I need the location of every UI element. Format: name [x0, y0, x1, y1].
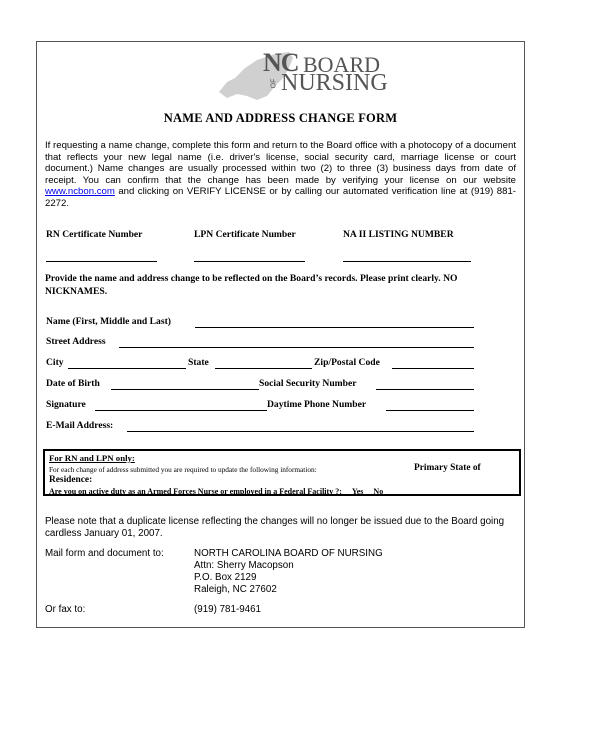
nc-board-of-nursing-logo: [217, 46, 407, 120]
rn-certificate-field[interactable]: [46, 261, 157, 262]
mail-attn: Attn: Sherry Macopson: [194, 560, 294, 571]
intro-paragraph: [45, 140, 516, 209]
no-blank[interactable]: __: [365, 487, 374, 496]
state-field[interactable]: [215, 368, 312, 369]
intro-text-2: and clicking on VERIFY LICENSE or by calling our automated verification line at (919) 881-2272.: [45, 186, 516, 209]
address-update-note: For each change of address submitted you are required to update the following information:: [49, 465, 317, 474]
state-label: State: [188, 357, 209, 368]
ssn-label: Social Security Number: [259, 378, 357, 389]
zip-field[interactable]: [392, 368, 474, 369]
daytime-phone-field[interactable]: [386, 410, 474, 411]
website-link[interactable]: www.ncbon.com: [45, 186, 115, 197]
rn-lpn-box: [43, 449, 521, 496]
rn-certificate-label: RN Certificate Number: [46, 229, 143, 240]
mail-city: Raleigh, NC 27602: [194, 584, 277, 595]
residence-label: Residence:: [49, 475, 93, 485]
logo-board-text: BOARD: [303, 52, 381, 77]
primary-state-label: Primary State of: [414, 463, 481, 473]
na-listing-label: NA II LISTING NUMBER: [343, 229, 454, 240]
no-label: No: [373, 487, 384, 496]
date-of-birth-field[interactable]: [111, 389, 259, 390]
form-title: NAME AND ADDRESS CHANGE FORM: [163, 111, 398, 125]
yes-label: Yes: [351, 487, 364, 496]
mail-label: Mail form and document to:: [45, 548, 164, 559]
signature-field[interactable]: [95, 410, 267, 411]
email-field[interactable]: [127, 431, 474, 432]
logo-nursing-text: NURSING: [281, 70, 388, 96]
active-duty-question: [49, 487, 383, 496]
provide-instructions: Provide the name and address change to be reflected on the Board’s records. Please print clearly. NO NICKNAMES.: [45, 273, 458, 297]
lpn-certificate-field[interactable]: [194, 261, 305, 262]
na-listing-field[interactable]: [343, 261, 471, 262]
date-of-birth-label: Date of Birth: [46, 378, 100, 389]
city-field[interactable]: [68, 368, 186, 369]
email-label: E-Mail Address:: [46, 420, 114, 431]
mail-org: NORTH CAROLINA BOARD OF NURSING: [194, 548, 383, 559]
street-address-label: Street Address: [46, 336, 106, 347]
intro-text-1: If requesting a name change, complete this form and return to the Board office with a photocopy of a document that reflects your new legal name (i.e. driver's license, social security card, marriage license or court document.) Name changes are usually processed within two (2) to three (3) business days from date of receipt. You can confirm that the change has been made by verifying your license on our website: [45, 140, 516, 186]
street-address-field[interactable]: [119, 347, 474, 348]
lpn-certificate-label: LPN Certificate Number: [194, 229, 296, 240]
ssn-field[interactable]: [376, 389, 474, 390]
logo-nc-text: NC: [263, 48, 299, 77]
daytime-phone-label: Daytime Phone Number: [267, 399, 367, 410]
zip-label: Zip/Postal Code: [314, 357, 380, 368]
cardless-note: Please note that a duplicate license reflecting the changes will no longer be issued due to the Board going cardless January 01, 2007.: [45, 516, 505, 539]
logo-of-text: OF: [270, 78, 278, 89]
fax-number: (919) 781-9461: [194, 604, 261, 615]
signature-label: Signature: [46, 399, 86, 410]
active-duty-text: Are you on active duty as an Armed Forces Nurse or employed in a Federal Facility ?:: [49, 487, 342, 496]
form-page: [36, 41, 525, 628]
name-field[interactable]: [195, 327, 474, 328]
fax-label: Or fax to:: [45, 604, 86, 615]
city-label: City: [46, 357, 64, 368]
mail-pobox: P.O. Box 2129: [194, 572, 257, 583]
name-label: Name (First, Middle and Last): [46, 316, 171, 327]
yes-blank[interactable]: __: [343, 487, 352, 496]
rn-lpn-heading: For RN and LPN only:: [49, 453, 135, 463]
